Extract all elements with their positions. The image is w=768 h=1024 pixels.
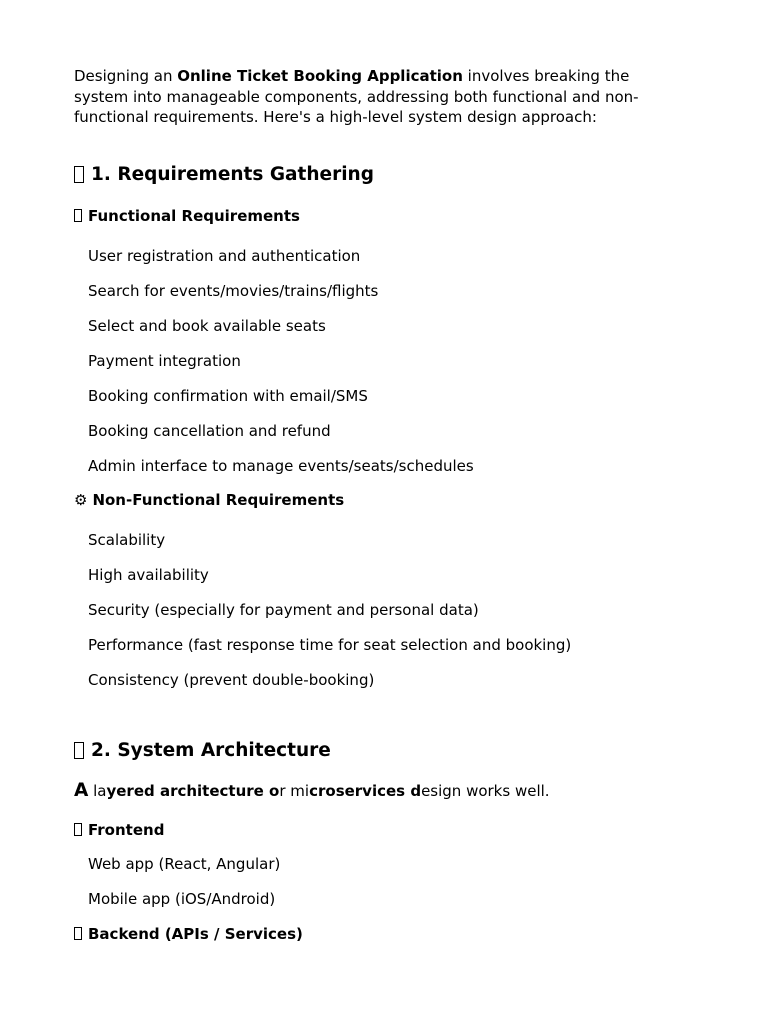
nonfunctional-list (74, 530, 684, 690)
intro-paragraph (74, 66, 684, 128)
subtitle-part: yered architecture o (106, 781, 280, 800)
backend-title: Backend (APIs / Services) (88, 924, 303, 943)
functional-title: Functional Requirements (88, 206, 300, 225)
intro-text-start: Designing an (74, 67, 178, 85)
frontend-list (74, 854, 684, 909)
list-item: Security (especially for payment and personal data) (88, 600, 479, 619)
functional-list (74, 246, 684, 476)
functional-heading (74, 206, 684, 226)
missing-glyph-icon (74, 823, 82, 836)
subtitle-part: croservices d (309, 781, 422, 800)
missing-glyph-icon (74, 209, 82, 222)
section-1-heading (74, 163, 684, 187)
document-page (74, 66, 684, 944)
nonfunctional-title: Non-Functional Requirements (92, 490, 345, 509)
subtitle-part: esign works well. (421, 781, 550, 800)
subtitle-part: la (88, 781, 107, 800)
missing-glyph-icon (74, 742, 84, 759)
missing-glyph-icon (74, 166, 84, 183)
list-item: Admin interface to manage events/seats/schedules (88, 456, 474, 475)
list-item: User registration and authentication (88, 246, 361, 265)
subtitle-part: A (74, 779, 89, 801)
section-1-title: 1. Requirements Gathering (91, 163, 374, 185)
list-item: Payment integration (88, 351, 241, 370)
backend-heading (74, 924, 684, 944)
missing-glyph-icon (74, 927, 82, 940)
frontend-title: Frontend (88, 820, 165, 839)
architecture-subtitle (74, 781, 684, 801)
list-item: Scalability (88, 530, 166, 549)
list-item: Search for events/movies/trains/flights (88, 281, 379, 300)
list-item: Booking cancellation and refund (88, 421, 331, 440)
list-item: Booking confirmation with email/SMS (88, 386, 368, 405)
intro-bold-title: Online Ticket Booking Application (177, 67, 463, 85)
list-item: Consistency (prevent double-booking) (88, 670, 375, 689)
list-item: High availability (88, 565, 209, 584)
list-item: Performance (fast response time for seat selection and booking) (88, 635, 572, 654)
frontend-heading (74, 820, 684, 840)
subtitle-part: r mi (279, 781, 310, 800)
section-2-heading (74, 739, 684, 763)
section-2-title: 2. System Architecture (91, 739, 331, 761)
list-item: Select and book available seats (88, 316, 326, 335)
list-item: Mobile app (iOS/Android) (88, 889, 276, 908)
intro-text-end: involves breaking the system into manageable components, addressing both functional and non-functional requirements. Here's a high-level system design approach: (74, 67, 639, 126)
nonfunctional-heading (74, 490, 684, 510)
list-item: Web app (React, Angular) (88, 854, 281, 873)
gear-icon: ⚙ (74, 490, 88, 509)
